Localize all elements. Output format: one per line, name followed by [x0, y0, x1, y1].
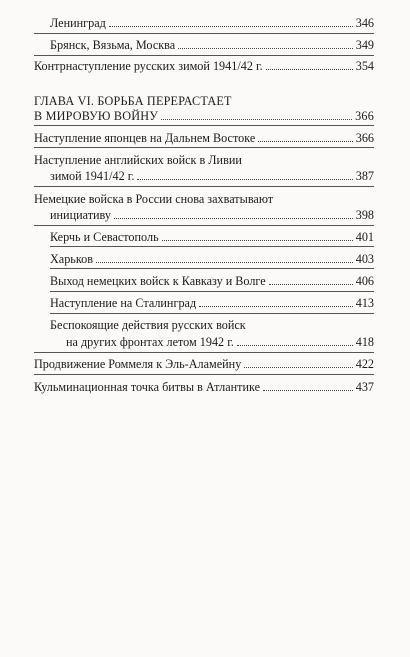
toc-entry-stalingrad[interactable] [50, 296, 374, 310]
toc-page-number: 398 [355, 208, 374, 222]
toc-entry-title: Харьков [50, 252, 94, 266]
toc-page-number: 387 [355, 169, 374, 183]
dot-leader [269, 284, 353, 285]
chapter-title-line2: В МИРОВУЮ ВОЙНУ [34, 109, 159, 123]
entry-rule [34, 55, 374, 56]
toc-entry-title: Контрнаступление русских зимой 1941/42 г. [34, 59, 263, 73]
toc-entry-title: Ленинград [50, 16, 106, 30]
toc-entry-title: инициативу [50, 208, 111, 222]
dot-leader [258, 141, 352, 142]
toc-entry-fronts[interactable] [66, 335, 374, 349]
dot-leader [109, 26, 353, 27]
toc-page-number: 366 [355, 109, 374, 123]
toc-entry-libya[interactable] [50, 169, 374, 183]
dot-leader [96, 262, 353, 263]
toc-entry-caucasus[interactable] [50, 274, 374, 288]
toc-entry-chapter6[interactable] [34, 109, 374, 123]
toc-entry-title: зимой 1941/42 г. [50, 169, 135, 183]
toc-entry-leningrad[interactable] [50, 16, 374, 30]
entry-rule [34, 147, 374, 148]
toc-entry-libya-line1[interactable]: Наступление английских войск в Ливии [34, 153, 242, 167]
toc-entry-title: Кульминационная точка битвы в Атлантике [34, 380, 261, 394]
toc-page-number: 346 [355, 16, 374, 30]
entry-rule [50, 313, 374, 314]
toc-page-number: 413 [355, 296, 374, 310]
toc-entry-initiative-line1[interactable]: Немецкие войска в России снова захватывают [34, 192, 274, 206]
entry-rule [34, 33, 374, 34]
toc-entry-rommel[interactable] [34, 357, 374, 371]
dot-leader [244, 367, 352, 368]
entry-rule [34, 186, 374, 187]
toc-page-number: 366 [355, 131, 374, 145]
toc-entry-bryansk[interactable] [50, 38, 374, 52]
dot-leader [161, 119, 352, 120]
toc-entry-fronts-line1[interactable]: Беспокоящие действия русских войск [50, 318, 246, 332]
dot-leader [263, 390, 353, 391]
toc-entry-title: Наступление японцев на Дальнем Востоке [34, 131, 256, 145]
dot-leader [162, 240, 353, 241]
dot-leader [266, 69, 353, 70]
dot-leader [137, 179, 352, 180]
toc-page-number: 349 [355, 38, 374, 52]
toc-entry-kerch[interactable] [50, 230, 374, 244]
dot-leader [114, 218, 353, 219]
toc-entry-atlantic[interactable] [34, 380, 374, 394]
toc-entry-title: Продвижение Роммеля к Эль-Аламейну [34, 357, 242, 371]
toc-entry-title: Брянск, Вязьма, Москва [50, 38, 176, 52]
toc-page-number: 422 [355, 357, 374, 371]
dot-leader [237, 345, 353, 346]
toc-entry-title: на других фронтах летом 1942 г. [66, 335, 234, 349]
entry-rule [34, 225, 374, 226]
toc-page-number: 354 [355, 59, 374, 73]
toc-entry-title: Керчь и Севастополь [50, 230, 159, 244]
toc-entry-kharkov[interactable] [50, 252, 374, 266]
toc-entry-title: Наступление на Сталинград [50, 296, 197, 310]
entry-rule [34, 352, 374, 353]
toc-entry-japan[interactable] [34, 131, 374, 145]
toc-page-number: 418 [355, 335, 374, 349]
entry-rule [50, 268, 374, 269]
toc-page-number: 406 [355, 274, 374, 288]
toc-entry-counteroffensive[interactable] [34, 59, 374, 73]
entry-rule [50, 291, 374, 292]
entry-rule [34, 125, 374, 126]
toc-entry-initiative[interactable] [50, 208, 374, 222]
toc-page-number: 401 [355, 230, 374, 244]
chapter-title-line1[interactable]: ГЛАВА VI. БОРЬБА ПЕРЕРАСТАЕТ [34, 94, 232, 108]
dot-leader [178, 48, 353, 49]
toc-entry-title: Выход немецких войск к Кавказу и Волге [50, 274, 266, 288]
toc-page-number: 437 [355, 380, 374, 394]
toc-page-number: 403 [355, 252, 374, 266]
entry-rule [50, 246, 374, 247]
entry-rule [34, 374, 374, 375]
dot-leader [199, 306, 353, 307]
